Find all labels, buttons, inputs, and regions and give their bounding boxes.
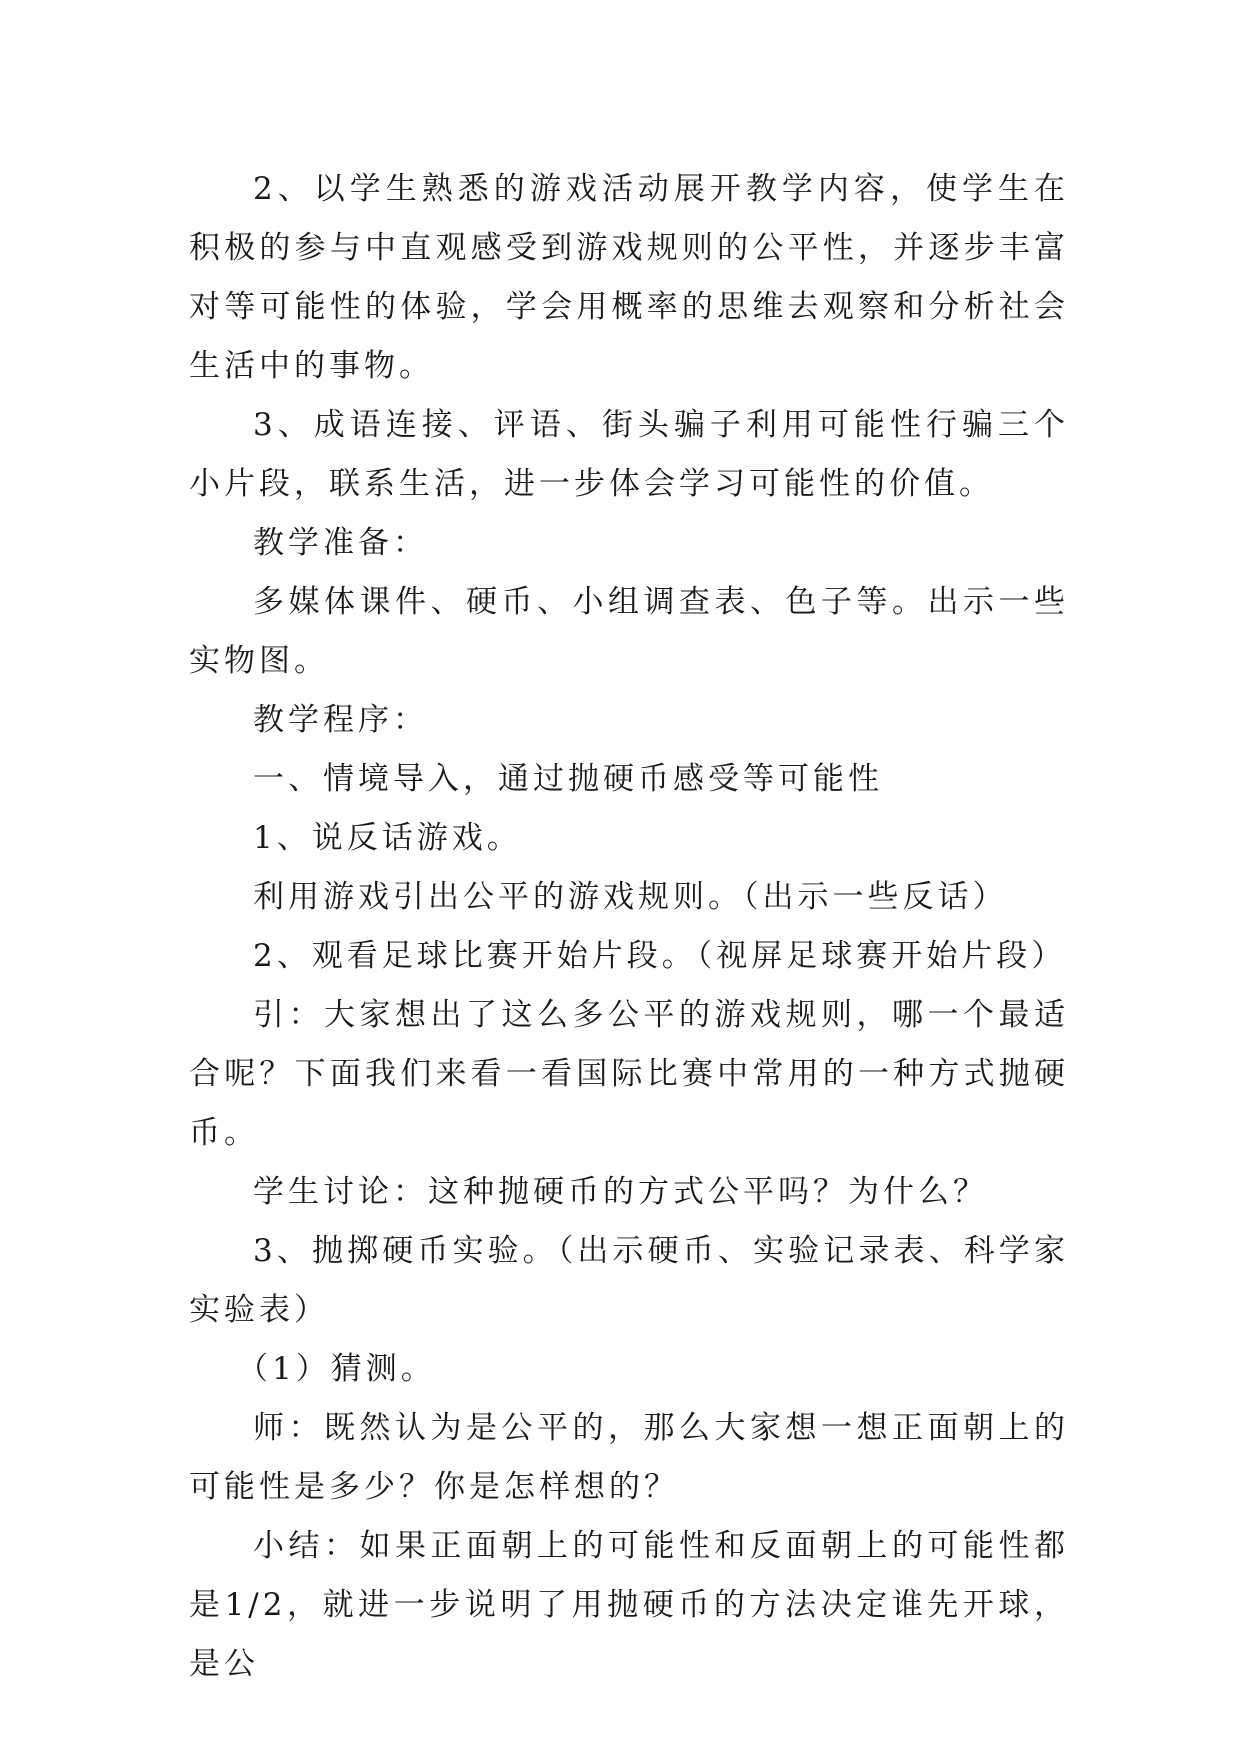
- heading-teaching-preparation: 教学准备：: [253, 525, 428, 561]
- paragraph-student-discussion: 学生讨论：这种抛硬币的方式公平吗？为什么？: [253, 1174, 988, 1210]
- section-heading-situation-intro: 一、情境导入，通过抛硬币感受等可能性: [253, 761, 883, 797]
- paragraph-goal-2: 2、以学生熟悉的游戏活动展开教学内容，使学生在积极的参与中直观感受到游戏规则的公平性，并逐步丰富对等可能性的体验，学会用概率的思维去观察和分析社会生活中的事物。: [189, 171, 1069, 384]
- paragraph-summary: 小结：如果正面朝上的可能性和反面朝上的可能性都是1/2，就进一步说明了用抛硬币的方法决定谁先开球，是公: [189, 1528, 1069, 1682]
- paragraph-step-3: 3、抛掷硬币实验。（出示硬币、实验记录表、科学家实验表）: [189, 1233, 1069, 1328]
- paragraph-goal-3: 3、成语连接、评语、街头骗子利用可能性行骗三个小片段，联系生活，进一步体会学习可能性的价值。: [189, 407, 1069, 502]
- paragraph-preparation-items: 多媒体课件、硬币、小组调查表、色子等。出示一些实物图。: [189, 584, 1069, 679]
- paragraph-lead-in: 引：大家想出了这么多公平的游戏规则，哪一个最适合呢？下面我们来看一看国际比赛中常用的一种方式抛硬币。: [189, 997, 1069, 1151]
- paragraph-teacher-question: 师：既然认为是公平的，那么大家想一想正面朝上的可能性是多少？你是怎样想的？: [189, 1410, 1069, 1505]
- paragraph-step-1: 1、说反话游戏。: [253, 820, 522, 856]
- paragraph-guess: （1）猜测。: [237, 1351, 436, 1387]
- paragraph-step-2: 2、观看足球比赛开始片段。（视屏足球赛开始片段）: [253, 938, 1067, 974]
- paragraph-step-1-detail: 利用游戏引出公平的游戏规则。（出示一些反话）: [253, 879, 1008, 915]
- document-body: [189, 160, 1069, 1694]
- heading-teaching-procedure: 教学程序：: [253, 702, 428, 738]
